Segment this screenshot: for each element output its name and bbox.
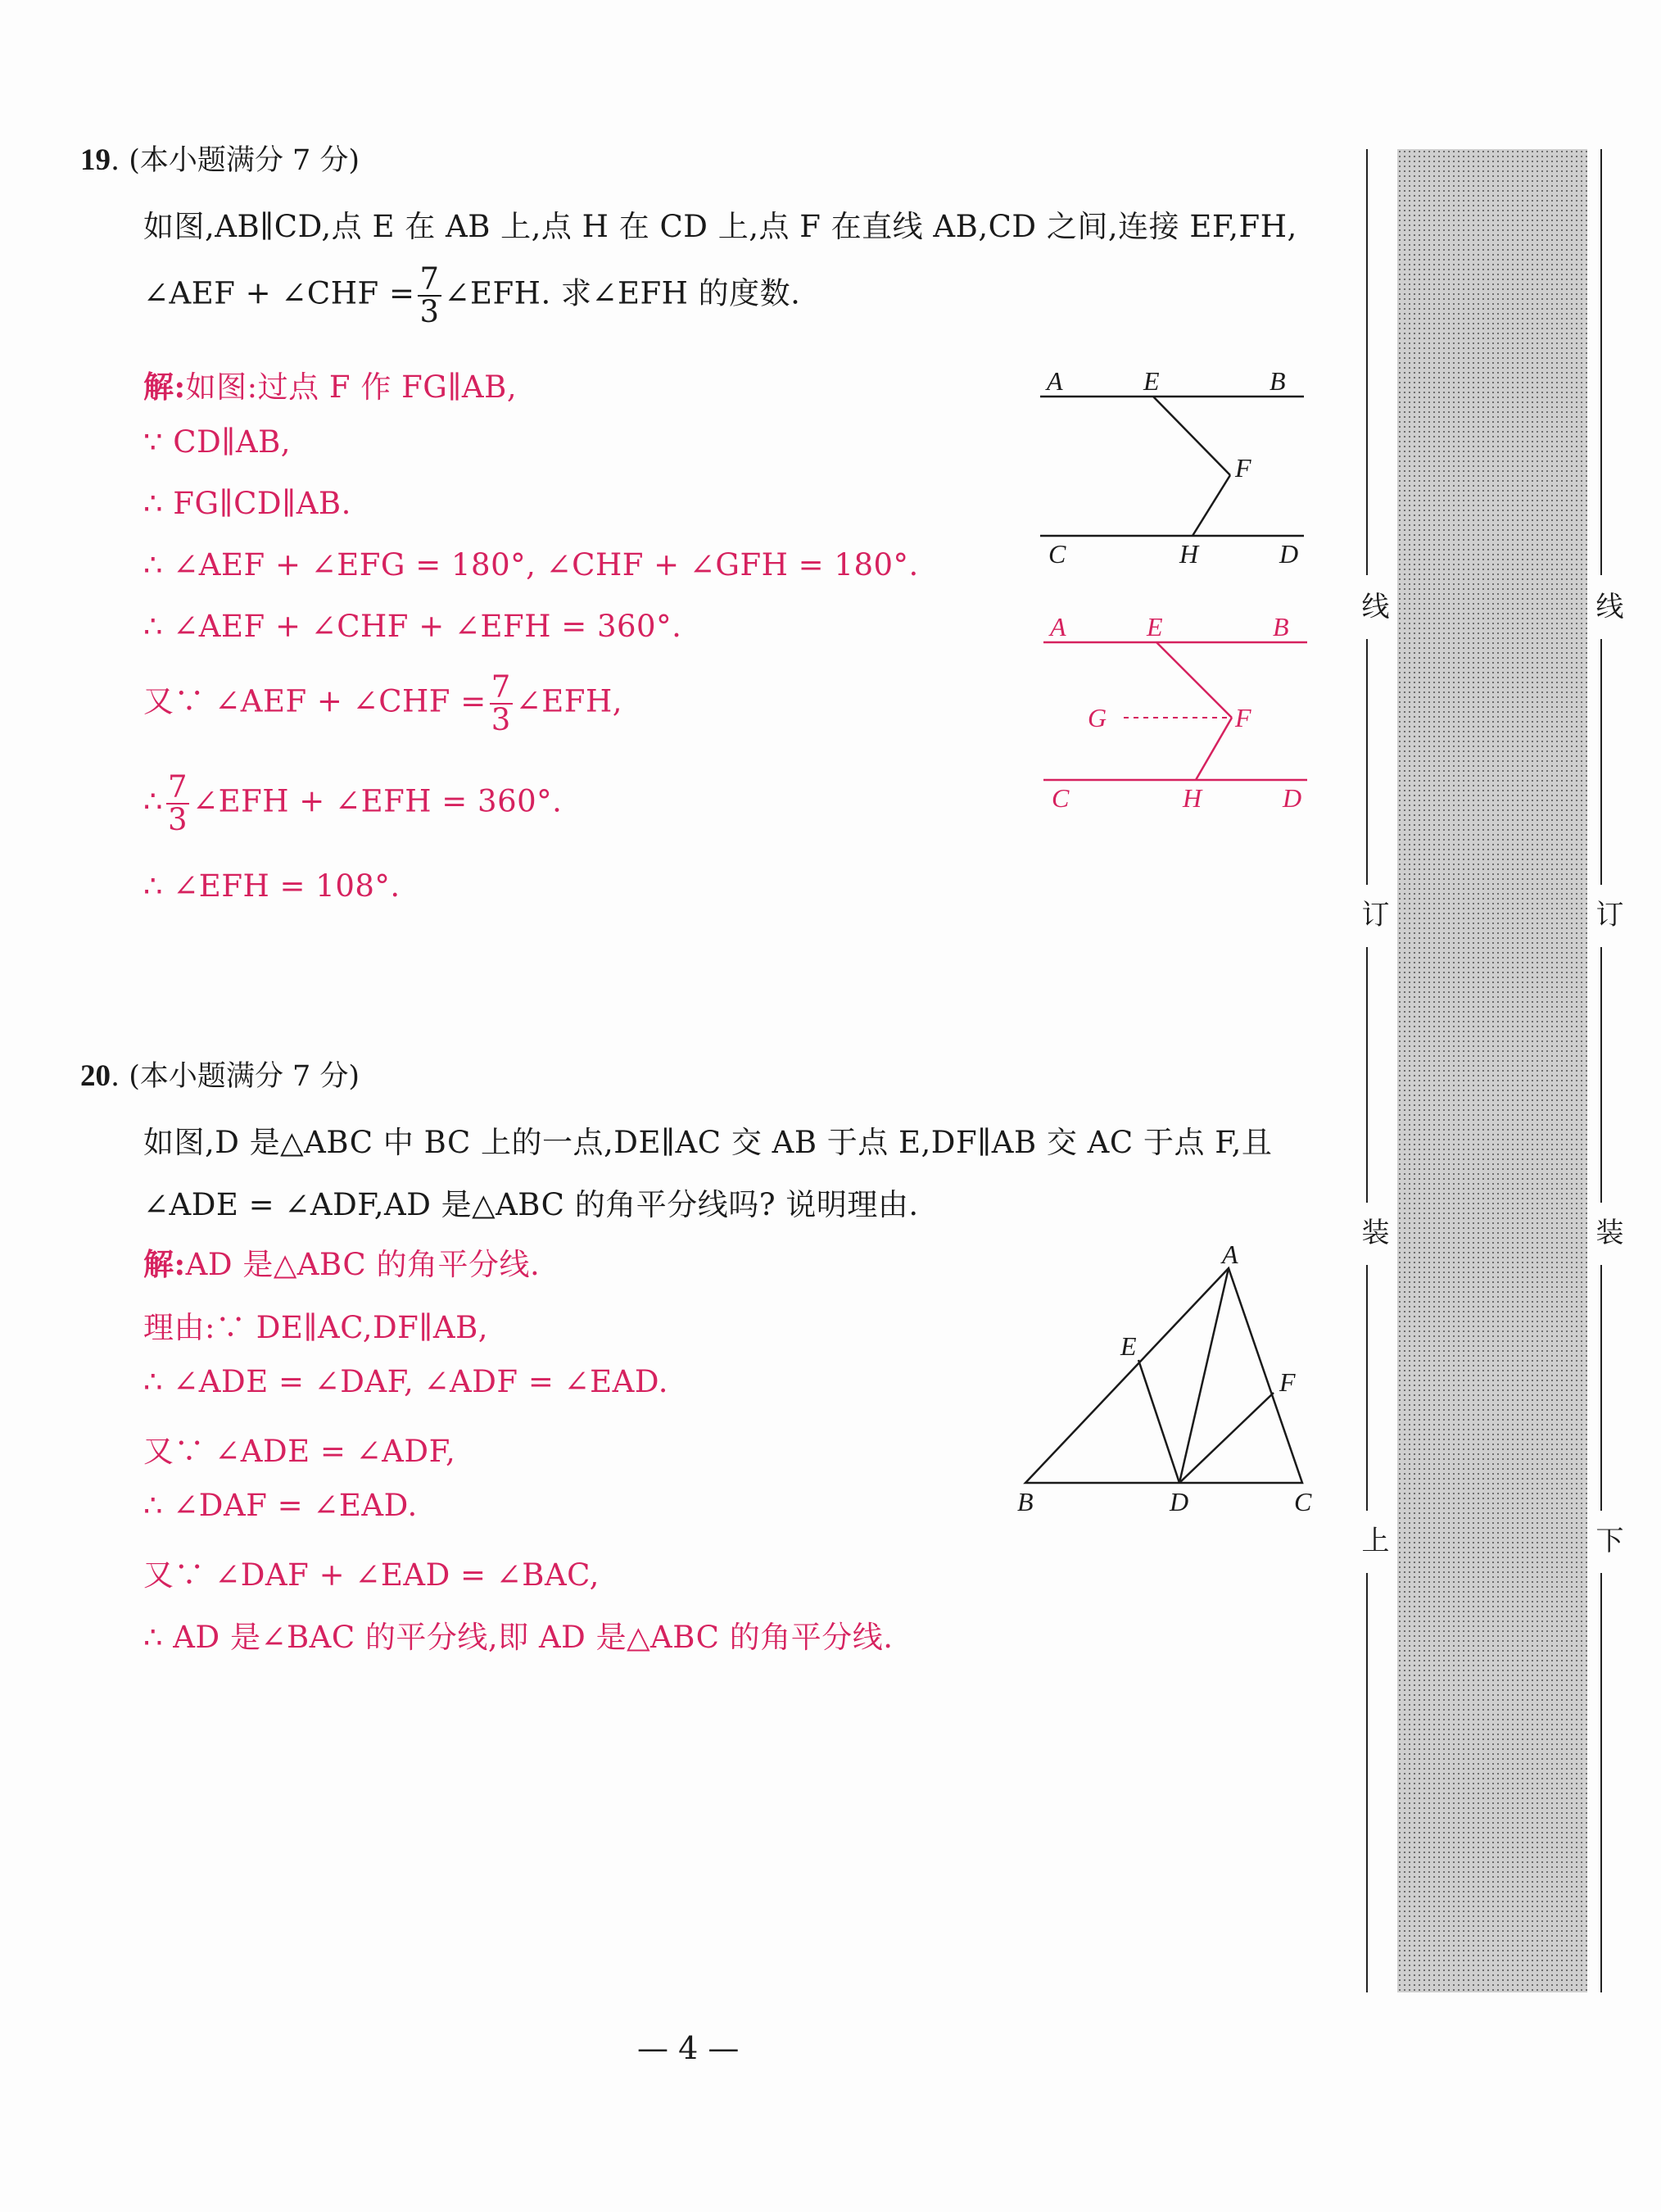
q19-solution-line7 [143,769,563,837]
label-c: C [1052,783,1070,813]
fraction-numerator: 7 [491,669,511,705]
segment-ef [1156,642,1232,718]
label-b: B [1017,1487,1034,1516]
q20-figure-triangle [1007,1237,1335,1516]
label-h: H [1179,539,1199,569]
label-c: C [1294,1487,1312,1516]
binding-line-right-seg4 [1600,1265,1602,1511]
q19-text-line1: 如图,AB∥CD,点 E 在 AB 上,点 H 在 CD 上,点 F 在直线 AB,CD 之间,连接 EF,FH, [143,209,1297,244]
q20-solution-line7: ∴ AD 是∠BAC 的平分线,即 AD 是△ABC 的角平分线. [143,1620,894,1655]
q20-solution-label: 解: [143,1246,186,1282]
label-c: C [1048,539,1066,569]
q19-figure-1 [1032,360,1327,573]
binding-char-right-1: 线 [1591,592,1623,619]
q20-solution-line5: ∴ ∠DAF = ∠EAD. [143,1488,418,1523]
fraction-denominator: 3 [491,702,511,737]
q20-score-note: . (本小题满分 7 分) [111,1060,360,1093]
binding-line-right-seg2 [1600,639,1602,885]
q19-solution-line6 [143,669,622,737]
label-e: E [1143,366,1160,396]
label-b: B [1270,366,1286,396]
q20-solution-line6: 又∵ ∠DAF + ∠EAD = ∠BAC, [143,1557,600,1593]
q20-solution-label2: 理由: [143,1310,215,1345]
q19-score-note: . (本小题满分 7 分) [111,144,360,177]
binding-line-right-seg5 [1600,1573,1602,1992]
q19-solution-label: 解: [143,369,186,405]
binding-char-right-4: 下 [1591,1525,1623,1553]
q20-solution-line3: ∴ ∠ADE = ∠DAF, ∠ADF = ∠EAD. [143,1364,668,1399]
q20-text-line2: ∠ADE = ∠ADF,AD 是△ABC 的角平分线吗? 说明理由. [143,1187,919,1222]
fraction-denominator: 3 [168,802,188,837]
q19-solution-line5: ∴ ∠AEF + ∠CHF + ∠EFH = 360°. [143,609,682,644]
q19-fraction [418,261,441,329]
label-a: A [1050,612,1066,641]
q19-solution-line8: ∴ ∠EFH = 108°. [143,868,401,904]
label-d: D [1279,539,1299,569]
q20-solution-line4: 又∵ ∠ADE = ∠ADF, [143,1434,456,1469]
label-h: H [1183,783,1202,813]
binding-margin-pattern [1397,149,1587,1992]
q19-number: 19 [80,143,111,177]
q20-solution-line1 [143,1240,540,1284]
q19-solution-line4: ∴ ∠AEF + ∠EFG = 180°, ∠CHF + ∠GFH = 180°. [143,547,919,582]
q19-fraction-numerator: 7 [419,261,440,297]
q19-text-line2 [143,261,801,329]
q20-header [80,1054,360,1095]
q19-solution-fraction2 [166,769,189,837]
segment-ad [1179,1268,1229,1483]
segment-fh [1196,718,1232,780]
q19-solution-line3: ∴ FG∥CD∥AB. [143,486,351,521]
q19-solution-line7-a: ∴ [143,783,164,819]
q19-fraction-denominator: 3 [419,294,440,329]
label-e: E [1147,612,1163,641]
segment-fh [1193,475,1230,536]
q19-solution-line6-a: 又∵ ∠AEF + ∠CHF = [143,683,487,719]
segment-df [1179,1393,1274,1483]
q19-solution-line7-b: ∠EFH + ∠EFH = 360°. [192,783,563,819]
binding-line-left-seg2 [1366,639,1368,885]
segment-de [1138,1360,1179,1483]
binding-char-left-3: 装 [1356,1217,1389,1245]
segment-ef [1153,397,1230,475]
label-a: A [1222,1240,1238,1269]
q19-solution-fraction1 [490,669,513,737]
binding-line-right-seg3 [1600,947,1602,1203]
q20-solution-line2-text: ∵ DE∥AC,DF∥AB, [215,1310,489,1345]
binding-line-left-seg5 [1366,1573,1368,1992]
label-g: G [1088,703,1107,732]
binding-line-left-seg3 [1366,947,1368,1203]
q19-solution-line1 [143,362,517,406]
binding-char-right-2: 订 [1591,900,1623,927]
label-b: B [1273,612,1289,641]
q20-solution-line1-text: AD 是△ABC 的角平分线. [185,1247,541,1282]
q19-header [80,138,360,179]
q20-text-line1: 如图,D 是△ABC 中 BC 上的一点,DE∥AC 交 AB 于点 E,DF∥AB 交 AC 于点 F,且 [143,1125,1273,1160]
q19-text-line2-a: ∠AEF + ∠CHF = [143,275,415,311]
binding-line-right-seg1 [1600,149,1602,575]
label-f: F [1235,453,1251,483]
binding-char-left-2: 订 [1356,900,1389,927]
q19-solution-line1-text: 如图:过点 F 作 FG∥AB, [185,369,518,405]
q19-figure-2 [1032,606,1327,827]
q19-solution-line2: ∵ CD∥AB, [143,424,292,460]
binding-char-left-4: 上 [1356,1525,1389,1553]
label-e: E [1120,1331,1137,1361]
page-number: — 4 — [637,2030,740,2066]
label-f: F [1279,1367,1296,1397]
label-f: F [1235,703,1251,732]
q19-text-line2-b: ∠EFH. 求∠EFH 的度数. [444,275,801,311]
label-a: A [1047,366,1063,396]
q20-number: 20 [80,1059,111,1093]
label-d: D [1170,1487,1189,1516]
q19-solution-line6-b: ∠EFH, [515,683,622,719]
binding-char-left-1: 线 [1356,592,1389,619]
label-d: D [1283,783,1302,813]
triangle-abc [1025,1268,1302,1483]
fraction-numerator: 7 [168,769,188,805]
binding-line-left-seg4 [1366,1265,1368,1511]
q20-solution-line2 [143,1303,488,1347]
binding-line-left-seg1 [1366,149,1368,575]
binding-char-right-3: 装 [1591,1217,1623,1245]
